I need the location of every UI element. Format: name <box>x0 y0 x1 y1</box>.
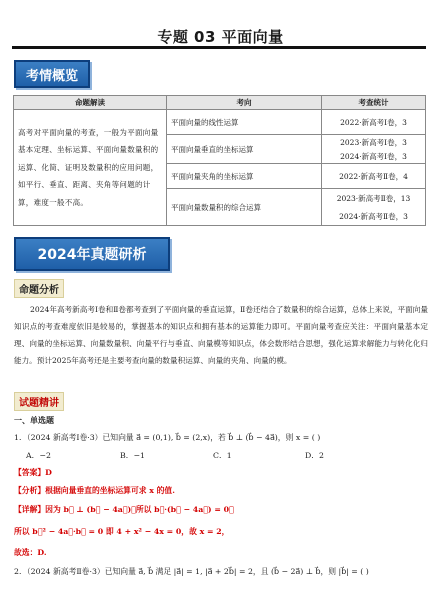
conclusion-line: 故选：D. <box>14 548 47 557</box>
table-stat: 2023·新高考Ⅱ卷，13 <box>322 189 426 208</box>
table-header-direction: 考向 <box>167 96 322 110</box>
question-1-stem: 1．（2024 新高考Ⅰ卷·3）已知向量 a⃗ = (0,1), b⃗ = (2,x)，若 b⃗ ⊥ (b⃗ − 4a⃗)，则 x = ( ) <box>14 433 321 442</box>
table-header-statistics: 考查统计 <box>322 96 426 110</box>
title-divider <box>12 46 426 49</box>
table-direction: 平面向量数量积的综合运算 <box>167 189 322 226</box>
detail-line: 【详解】因为 b⃗ ⊥ (b⃗ − 4a⃗)，所以 b⃗·(b⃗ − 4a⃗) = 0， <box>14 505 234 514</box>
page-title: 专题 03 平面向量 <box>157 28 284 46</box>
section-title: 一、单选题 <box>14 416 54 425</box>
option-c: C．1 <box>213 451 232 460</box>
table-direction: 平面向量垂直的坐标运算 <box>167 135 322 164</box>
option-a: A．−2 <box>26 451 51 460</box>
answer-line: 【答案】D <box>14 468 52 477</box>
analysis-tag: 命题分析 <box>14 279 64 298</box>
section-badge-overview: 考情概览 <box>14 60 90 88</box>
exercises-tag: 试题精讲 <box>14 392 64 411</box>
table-stat: 2024·新高考Ⅰ卷，3 <box>322 149 426 164</box>
analysis-text: 2024年高考新高考Ⅰ卷和Ⅱ卷都考查到了平面向量的垂直运算，Ⅱ卷还结合了数量积的综合运算，总体上来说，平面向量知识点的考查难度依旧是较易的，掌握基本的知识点和拥有基本的运算能力即可。平面向量考查应关注：平面向量基本定理、向量的坐标运算、向量数量积、向量平行与垂直、向量模等知识点，体会数形结合思想，强化运算求解能力与转化化归能力。预计2025年高考还是主要考查向量的数量积运算、向量的夹角、向量的模。 <box>14 305 428 365</box>
exam-overview-table <box>13 95 426 226</box>
table-direction: 平面向量的线性运算 <box>167 110 322 135</box>
table-description: 高考对平面向量的考查，一般为平面向量基本定理、坐标运算、平面向量数量积的运算、化简、证明及数量积的应用问题，如平行、垂直、距离、夹角等问题的计算，难度一般不高。 <box>14 110 167 226</box>
step-line: 所以 b⃗² − 4a⃗·b⃗ = 0 即 4 + x² − 4x = 0，故 x = 2， <box>14 527 230 536</box>
table-stat: 2024·新高考Ⅱ卷，3 <box>322 207 426 226</box>
option-d: D．2 <box>305 451 325 460</box>
section-badge-2024: 2024年真题研析 <box>14 237 170 271</box>
question-2-stem: 2．（2024 新高考Ⅱ卷·3）已知向量 a⃗, b⃗ 满足 |a⃗| = 1, |a⃗ + 2b⃗| = 2，且 (b⃗ − 2a⃗) ⊥ b⃗，则 |b⃗| = ( ) <box>14 567 369 576</box>
table-header-interpretation: 命题解读 <box>14 96 167 110</box>
table-stat: 2023·新高考Ⅰ卷，3 <box>322 135 426 150</box>
analysis-paragraph <box>14 301 428 369</box>
analysis-line: 【分析】根据向量垂直的坐标运算可求 x 的值. <box>14 486 175 495</box>
table-stat: 2022·新高考Ⅱ卷，4 <box>322 164 426 189</box>
table-stat: 2022·新高考Ⅰ卷，3 <box>322 110 426 135</box>
option-b: B．−1 <box>120 451 146 460</box>
table-direction: 平面向量夹角的坐标运算 <box>167 164 322 189</box>
